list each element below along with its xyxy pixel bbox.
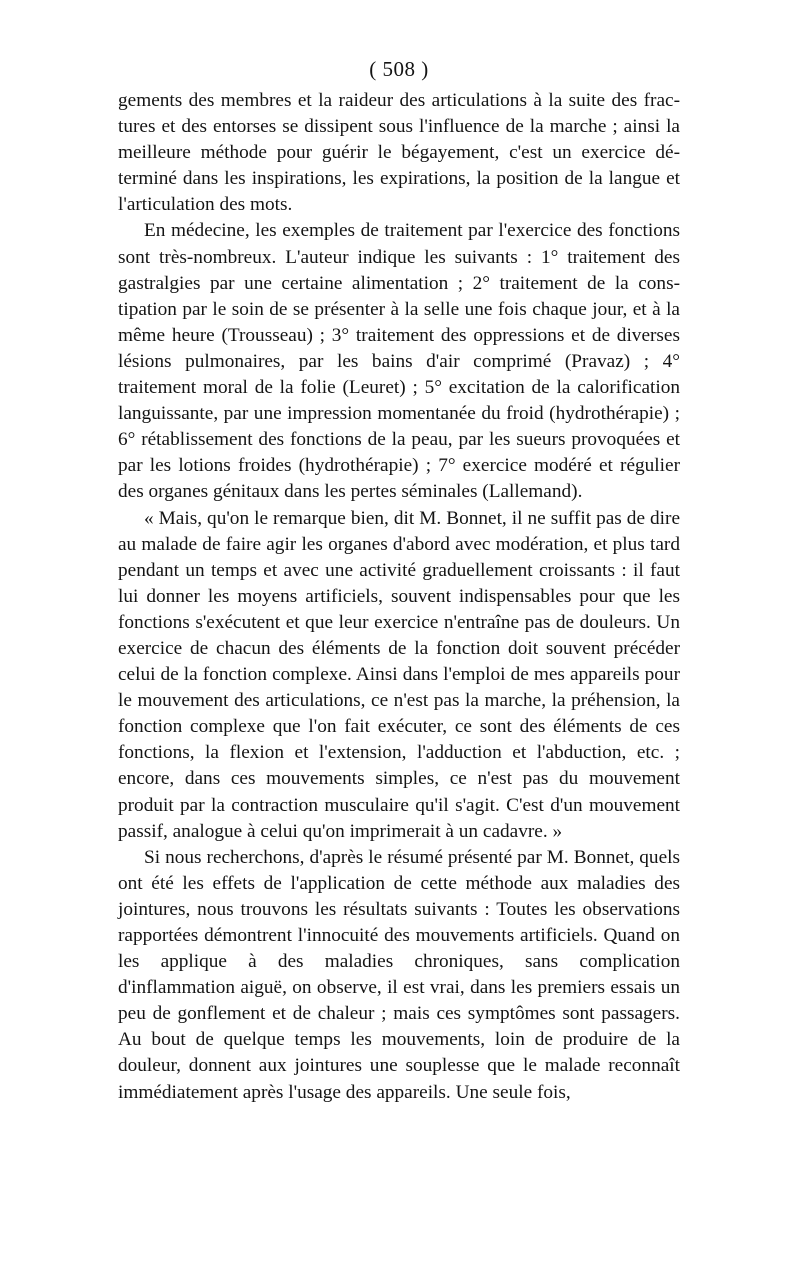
paragraph-continuation: gements des membres et la raideur des articulations à la suite des fractures et des entorses se dissipent sous l'influence de la marche ; ainsi la meilleure méthode pour guérir le bégayement, c'est un exercice déterminé dans les inspirations, les expirations, la position de la langue et l'articulation des mots. [118,90,680,216]
paragraph-medicine-examples: En médecine, les exemples de traitement par l'exercice des fonctions sont très-nombreux. L'auteur indique les suivants : 1° traitement des gastralgies par une certaine alimentation ; 2° traitement de la constipation par le soin de se présenter à la selle une fois chaque jour, et à la même heure (Trousseau) ; 3° traitement des oppressions et de diverses lésions pulmonaires, par les bains d'air comprimé (Pravaz) ; 4° traitement moral de la folie (Leuret) ; 5° excitation de la calorification languissante, par une impression momentanée du froid (hydrothérapie) ; 6° rétablissement des fonctions de la peau, par les sueurs provoquées et par les lotions froides (hydrothérapie) ; 7° exercice modéré et régulier des organes génitaux dans les pertes séminales (Lallemand). [118,220,680,503]
paragraph-bonnet-quote: « Mais, qu'on le remarque bien, dit M. Bonnet, il ne suffit pas de dire au malade de faire agir les organes d'abord avec modération, et plus tard pendant un temps et avec une activité graduellement croissants : il faut lui donner les moyens artificiels, souvent indispensables pour que les fonctions s'exécutent et que leur exercice n'entraîne pas de douleurs. Un exercice de chacun des éléments de la fonction doit souvent précéder celui de la fonction complexe. Ainsi dans l'emploi de mes appareils pour le mouvement des articulations, ce n'est pas la marche, la préhension, la fonction complexe que l'on fait exécuter, ce sont des éléments de ces fonctions, la flexion et l'extension, l'adduction et l'abduction, etc. ; encore, dans ces mouvements simples, ce n'est pas du mouvement produit par la contraction musculaire qu'il s'agit. C'est d'un mouvement passif, analogue à celui qu'on imprimerait à un cadavre. » [118,507,680,842]
page-number: ( 508 ) [369,57,429,81]
body-text [118,88,680,1106]
paragraph-joint-results: Si nous recherchons, d'après le résumé présenté par M. Bonnet, quels ont été les effets de l'application de cette méthode aux maladies des jointures, nous trouvons les résultats suivants : Toutes les observations rapportées démontrent l'innocuité des mouvements artificiels. Quand on les applique à des maladies chroniques, sans complication d'inflammation aiguë, on observe, il est vrai, dans les premiers essais un peu de gonflement et de chaleur ; mais ces symptômes sont passagers. Au bout de quelque temps les mouvements, loin de produire de la douleur, donnent aux jointures une souplesse que le malade reconnaît immédiatement après l'usage des appareils. Une seule fois, [118,846,680,1103]
book-page [118,54,680,1106]
